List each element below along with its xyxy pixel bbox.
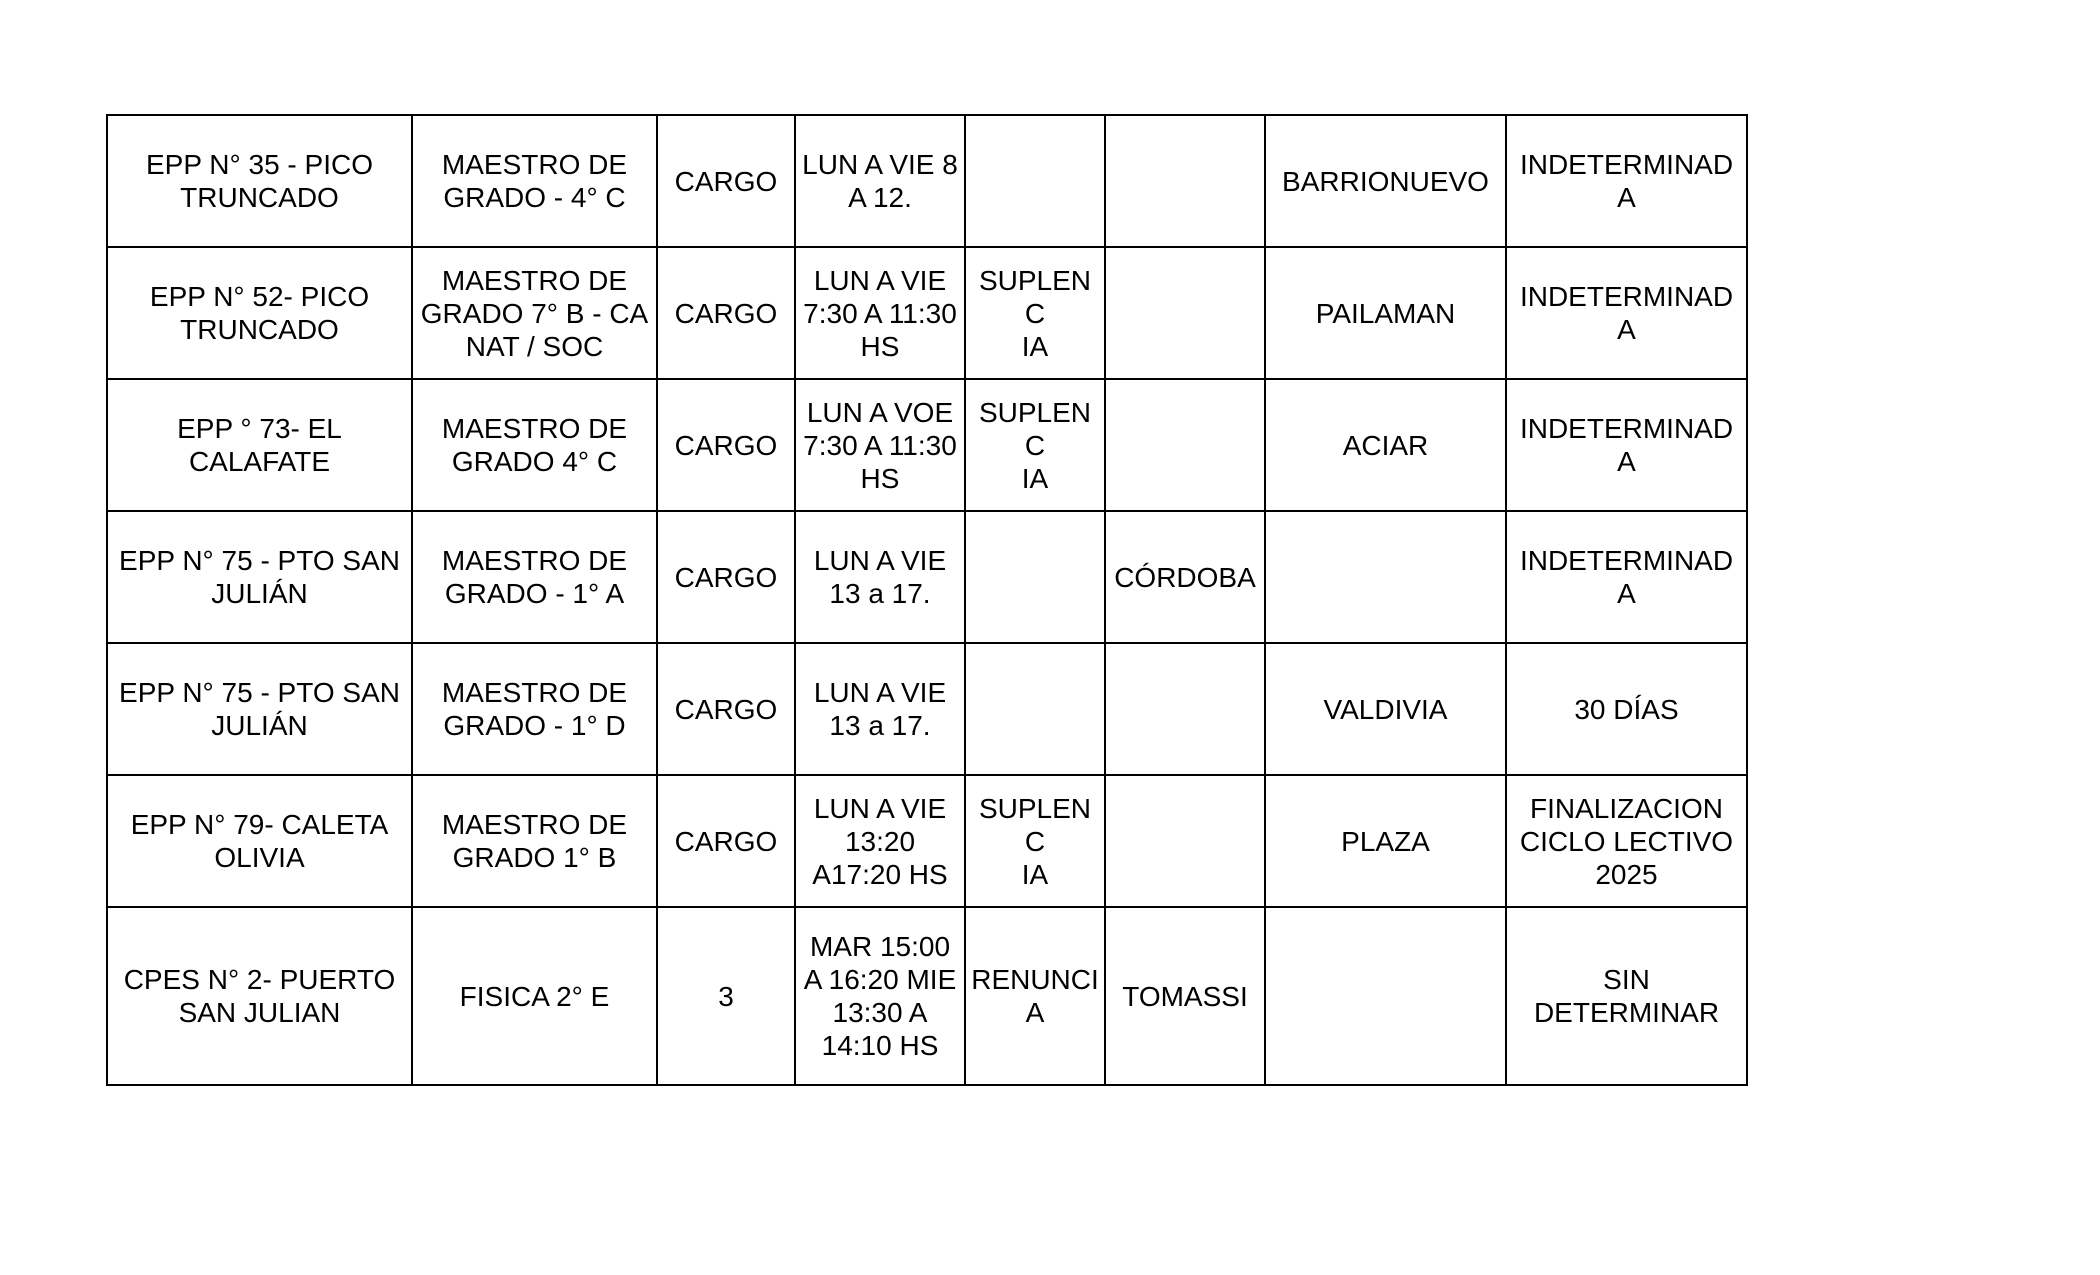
substitute-cell: ACIAR [1265,379,1506,511]
reason-cell [965,115,1105,247]
holder-cell [1105,115,1265,247]
duration-cell: INDETERMINADA [1506,379,1747,511]
school-cell: EPP N° 35 - PICO TRUNCADO [107,115,412,247]
holder-cell [1105,379,1265,511]
position-cell: MAESTRO DE GRADO - 1° A [412,511,657,643]
type-cell: CARGO [657,643,795,775]
substitute-cell: VALDIVIA [1265,643,1506,775]
vacancy-table [106,114,1748,1086]
schedule-cell: LUN A VIE 8 A 12. [795,115,965,247]
schedule-cell: LUN A VIE 13:20 A17:20 HS [795,775,965,907]
schedule-cell: LUN A VIE 13 a 17. [795,643,965,775]
substitute-cell [1265,907,1506,1085]
table-row [107,775,1747,907]
table-row [107,247,1747,379]
holder-cell [1105,643,1265,775]
schedule-cell: LUN A VOE 7:30 A 11:30 HS [795,379,965,511]
position-cell: FISICA 2° E [412,907,657,1085]
schedule-cell: LUN A VIE 7:30 A 11:30 HS [795,247,965,379]
duration-cell: INDETERMINADA [1506,115,1747,247]
table-row [107,379,1747,511]
duration-cell: 30 DÍAS [1506,643,1747,775]
table-row [107,643,1747,775]
school-cell: CPES N° 2- PUERTO SAN JULIAN [107,907,412,1085]
position-cell: MAESTRO DE GRADO 4° C [412,379,657,511]
holder-cell: TOMASSI [1105,907,1265,1085]
substitute-cell: PAILAMAN [1265,247,1506,379]
type-cell: CARGO [657,775,795,907]
position-cell: MAESTRO DE GRADO 7° B - CA NAT / SOC [412,247,657,379]
substitute-cell: BARRIONUEVO [1265,115,1506,247]
schedule-cell: LUN A VIE 13 a 17. [795,511,965,643]
reason-cell: RENUNCI A [965,907,1105,1085]
school-cell: EPP N° 52- PICO TRUNCADO [107,247,412,379]
table-row [107,907,1747,1085]
duration-cell: FINALIZACION CICLO LECTIVO 2025 [1506,775,1747,907]
duration-cell: SIN DETERMINAR [1506,907,1747,1085]
holder-cell: CÓRDOBA [1105,511,1265,643]
holder-cell [1105,247,1265,379]
reason-cell [965,511,1105,643]
reason-cell: SUPLENC IA [965,775,1105,907]
position-cell: MAESTRO DE GRADO 1° B [412,775,657,907]
school-cell: EPP N° 75 - PTO SAN JULIÁN [107,643,412,775]
reason-cell [965,643,1105,775]
holder-cell [1105,775,1265,907]
table-row [107,115,1747,247]
school-cell: EPP ° 73- EL CALAFATE [107,379,412,511]
duration-cell: INDETERMINADA [1506,511,1747,643]
type-cell: CARGO [657,379,795,511]
position-cell: MAESTRO DE GRADO - 4° C [412,115,657,247]
position-cell: MAESTRO DE GRADO - 1° D [412,643,657,775]
school-cell: EPP N° 79- CALETA OLIVIA [107,775,412,907]
schedule-cell: MAR 15:00 A 16:20 MIE 13:30 A 14:10 HS [795,907,965,1085]
type-cell: CARGO [657,511,795,643]
type-cell: 3 [657,907,795,1085]
substitute-cell: PLAZA [1265,775,1506,907]
type-cell: CARGO [657,115,795,247]
duration-cell: INDETERMINADA [1506,247,1747,379]
reason-cell: SUPLENC IA [965,247,1105,379]
reason-cell: SUPLENC IA [965,379,1105,511]
substitute-cell [1265,511,1506,643]
school-cell: EPP N° 75 - PTO SAN JULIÁN [107,511,412,643]
type-cell: CARGO [657,247,795,379]
table-row [107,511,1747,643]
